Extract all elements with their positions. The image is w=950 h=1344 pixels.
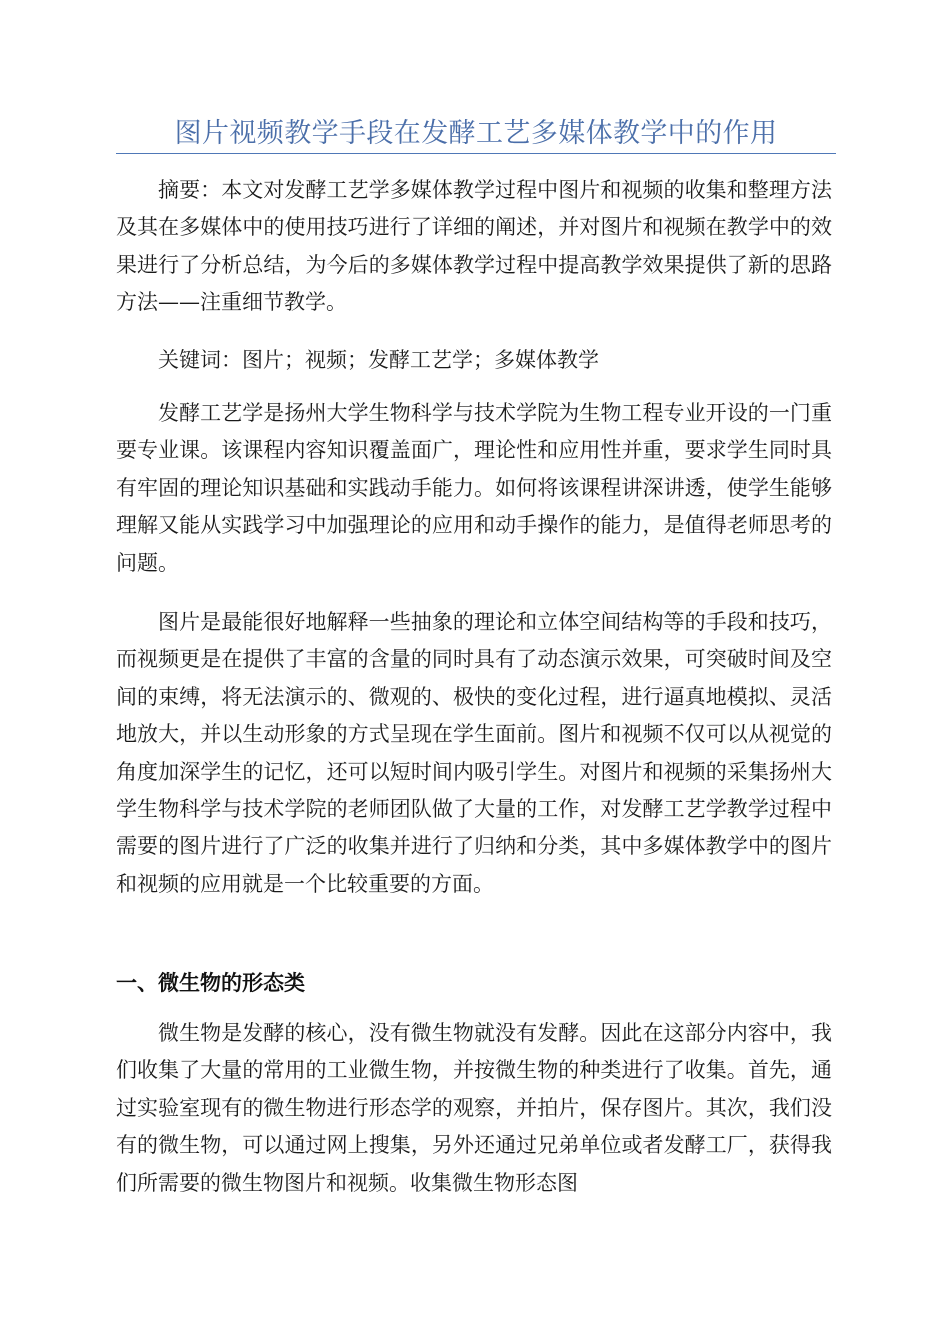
keywords-line: 关键词：图片；视频；发酵工艺学；多媒体教学 <box>158 348 599 372</box>
title-underline <box>116 153 836 154</box>
section-paragraph: 微生物是发酵的核心，没有微生物就没有发酵。因此在这部分内容中，我们收集了大量的常用的工业微生物，并按微生物的种类进行了收集。首先，通过实验室现有的微生物进行形态学的观察，并拍片，保存图片。其次，我们没有的微生物，可以通过网上搜集，另外还通过兄弟单位或者发酵工厂，获得我们所需要的微生物图片和视频。收集微生物形态图 <box>116 1021 832 1195</box>
body-paragraph: 图片是最能很好地解释一些抽象的理论和立体空间结构等的手段和技巧，而视频更是在提供了丰富的含量的同时具有了动态演示效果，可突破时间及空间的束缚，将无法演示的、微观的、极快的变化过程，进行逼真地模拟、灵活地放大，并以生动形象的方式呈现在学生面前。图片和视频不仅可以从视觉的角度加深学生的记忆，还可以短时间内吸引学生。对图片和视频的采集扬州大学生物科学与技术学院的老师团队做了大量的工作，对发酵工艺学教学过程中需要的图片进行了广泛的收集并进行了归纳和分类，其中多媒体教学中的图片和视频的应用就是一个比较重要的方面。 <box>116 610 832 896</box>
section-heading: 一、微生物的形态类 <box>116 971 305 995</box>
document-title: 图片视频教学手段在发酵工艺多媒体教学中的作用 <box>174 118 778 149</box>
body-paragraph: 发酵工艺学是扬州大学生物科学与技术学院为生物工程专业开设的一门重要专业课。该课程内容知识覆盖面广，理论性和应用性并重，要求学生同时具有牢固的理论知识基础和实践动手能力。如何将该课程讲深讲透，使学生能够理解又能从实践学习中加强理论的应用和动手操作的能力，是值得老师思考的问题。 <box>116 401 832 575</box>
abstract-paragraph: 摘要：本文对发酵工艺学多媒体教学过程中图片和视频的收集和整理方法及其在多媒体中的使用技巧进行了详细的阐述，并对图片和视频在教学中的效果进行了分析总结，为今后的多媒体教学过程中提高教学效果提供了新的思路方法——注重细节教学。 <box>116 178 832 315</box>
